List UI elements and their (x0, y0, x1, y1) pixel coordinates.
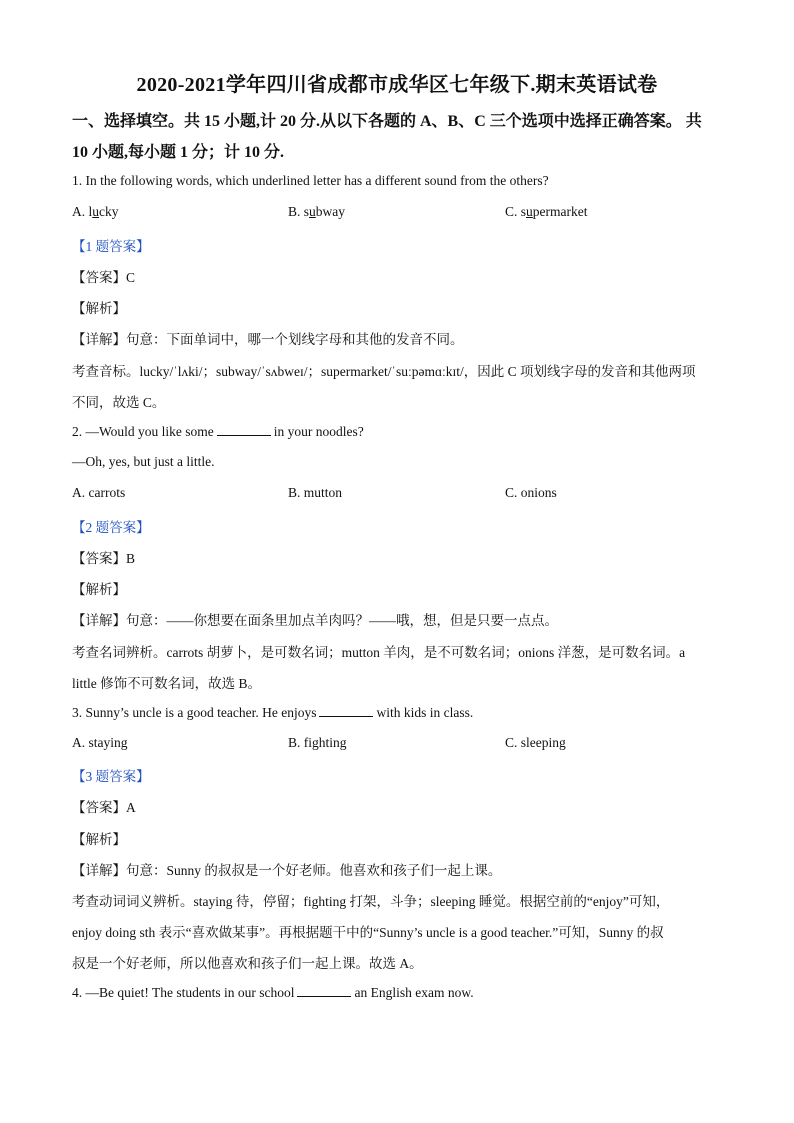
q3-option-b: B. fighting (288, 735, 347, 750)
section-heading-line2: 10 小题,每小题 1 分；计 10 分. (72, 144, 285, 161)
q2-answer-tag: 【2 题答案】 (72, 520, 150, 535)
q2-stem: 2. —Would you like some in your noodles? (72, 424, 364, 439)
q1-option-c-underlined: u (526, 204, 533, 219)
q1-option-b: B. subway (288, 204, 346, 219)
q2-detail: 【详解】句意：——你想要在面条里加点羊肉吗？——哦，想，但是只要一点点。 (72, 613, 558, 628)
q1-option-a: A. lucky (72, 204, 119, 219)
q1-analysis-label: 【解析】 (72, 301, 126, 316)
q3-explanation-line2: enjoy doing sth 表示“喜欢做某事”。再根据题干中的“Sunny’s uncle is a good teacher.”可知，Sunny 的叔 (72, 925, 664, 940)
q2-blank (217, 423, 271, 436)
q3-blank (319, 704, 373, 717)
q2-option-c: C. onions (505, 485, 557, 500)
q1-detail: 【详解】句意：下面单词中，哪一个划线字母和其他的发音不同。 (72, 332, 464, 347)
q3-explanation-line1: 考查动词词义辨析。staying 待，停留；fighting 打架，斗争；sleeping 睡觉。根据空前的“enjoy”可知， (72, 894, 670, 909)
q2-explanation-line1: 考查名词辨析。carrots 胡萝卜，是可数名词；mutton 羊肉，是不可数名词；onions 洋葱，是可数名词。a (72, 645, 686, 660)
q1-answer: 【答案】C (72, 270, 136, 285)
q1-stem: 1. In the following words, which underlined letter has a different sound from the others? (72, 173, 549, 188)
q3-analysis-label: 【解析】 (72, 832, 126, 847)
page-title: 2020-2021学年四川省成都市成华区七年级下.期末英语试卷 (136, 74, 658, 96)
q3-explanation-line3: 叔是一个好老师，所以他喜欢和孩子们一起上课。故选 A。 (72, 956, 423, 971)
q3-stem: 3. Sunny’s uncle is a good teacher. He enjoys with kids in class. (72, 705, 474, 720)
q1-explanation-line1: 考查音标。lucky/ˈlʌki/；subway/ˈsʌbweɪ/；supermarket/ˈsuːpəmɑːkɪt/，因此 C 项划线字母的发音和其他两项 (72, 364, 696, 379)
q1-option-c: C. supermarket (505, 204, 588, 219)
q3-answer-tag: 【3 题答案】 (72, 769, 150, 784)
q3-detail: 【详解】句意：Sunny 的叔叔是一个好老师。他喜欢和孩子们一起上课。 (72, 863, 502, 878)
q1-option-a-underlined: u (92, 204, 99, 219)
section-heading-line1: 一、选择填空。共 15 小题,计 20 分.从以下各题的 A、B、C 三个选项中选择正确答案。 共 (72, 113, 702, 130)
q1-explanation-line2: 不同，故选 C。 (72, 395, 166, 410)
q2-reply: —Oh, yes, but just a little. (72, 454, 215, 469)
q3-option-a: A. staying (72, 735, 128, 750)
q4-stem: 4. —Be quiet! The students in our school an English exam now. (72, 985, 474, 1000)
q3-answer: 【答案】A (72, 800, 136, 815)
q1-answer-tag: 【1 题答案】 (72, 239, 150, 254)
q2-option-b: B. mutton (288, 485, 343, 500)
q2-analysis-label: 【解析】 (72, 582, 126, 597)
q2-option-a: A. carrots (72, 485, 126, 500)
q4-blank (297, 984, 351, 997)
q2-explanation-line2: little 修饰不可数名词，故选 B。 (72, 676, 261, 691)
q1-option-b-underlined: u (309, 204, 316, 219)
q3-option-c: C. sleeping (505, 735, 566, 750)
q2-answer: 【答案】B (72, 551, 136, 566)
